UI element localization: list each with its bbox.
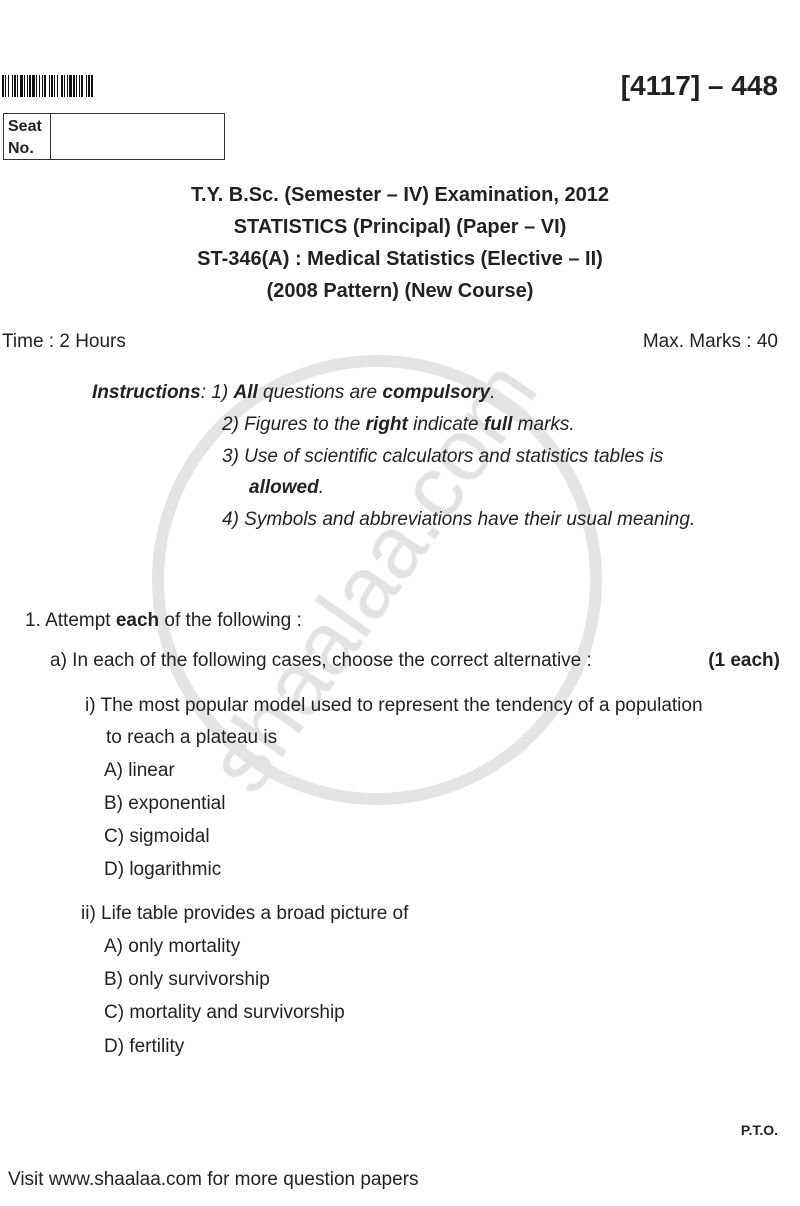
option: D) logarithmic: [104, 859, 222, 880]
instruction-2: [222, 415, 575, 434]
question-number: 1.: [25, 610, 41, 631]
question-1: [25, 611, 302, 630]
option: C) sigmoidal: [104, 826, 210, 847]
option: A) linear: [104, 760, 175, 781]
bold-text: full: [483, 414, 513, 435]
question-i: i) The most popular model used to represent the tendency of a population: [85, 695, 703, 716]
pattern-title: (2008 Pattern) (New Course): [266, 280, 534, 302]
exam-title: T.Y. B.Sc. (Semester – IV) Examination, 2012: [191, 184, 609, 206]
option: C) mortality and survivorship: [104, 1002, 345, 1023]
paper-code: [4117] – 448: [620, 70, 778, 101]
option: A) only mortality: [104, 936, 241, 957]
seat-number-box: [3, 113, 225, 160]
instruction-4: [222, 510, 695, 529]
subject-title: STATISTICS (Principal) (Paper – VI): [233, 216, 567, 238]
text: of the following :: [159, 610, 302, 631]
text: .: [490, 382, 496, 403]
time-label: Time : 2 Hours: [2, 331, 126, 352]
question-ii: ii) Life table provides a broad picture of: [81, 903, 409, 924]
bold-text: allowed: [249, 477, 319, 498]
bold-text: All: [233, 382, 258, 403]
text: Attempt: [40, 610, 116, 631]
instruction-1: [92, 383, 495, 402]
text: .: [318, 477, 324, 498]
text: Figures to the: [238, 414, 366, 435]
text: indicate: [407, 414, 484, 435]
instruction-number: 3): [222, 446, 239, 467]
text: marks.: [512, 414, 575, 435]
marks-label: (1 each): [708, 650, 780, 671]
seat-label: Seat No.: [4, 114, 51, 159]
instruction-3: [222, 447, 663, 466]
instruction-number: 2): [222, 414, 239, 435]
instruction-3-cont: [249, 478, 324, 497]
option: B) only survivorship: [104, 969, 270, 990]
barcode: [2, 75, 162, 97]
text: Symbols and abbreviations have their usual meaning.: [238, 509, 696, 530]
footer-text: Visit www.shaalaa.com for more question papers: [8, 1169, 419, 1190]
question-i-cont: to reach a plateau is: [106, 727, 278, 748]
instructions-label: Instructions: [92, 382, 201, 403]
text: questions are: [257, 382, 383, 403]
bold-text: each: [115, 610, 160, 631]
option: D) fertility: [104, 1036, 185, 1057]
instruction-number: : 1): [200, 382, 229, 403]
text: Use of scientific calculators and statistics tables is: [238, 446, 664, 467]
bold-text: compulsory: [382, 382, 491, 403]
barcode-bar: [93, 75, 94, 97]
question-1a: a) In each of the following cases, choose the correct alternative :: [50, 650, 592, 671]
max-marks-label: Max. Marks : 40: [642, 331, 778, 352]
bold-text: right: [365, 414, 408, 435]
paper-title: ST-346(A) : Medical Statistics (Elective – II): [197, 248, 603, 270]
option: B) exponential: [104, 793, 226, 814]
instruction-number: 4): [222, 509, 239, 530]
pto-label: P.T.O.: [740, 1122, 778, 1138]
